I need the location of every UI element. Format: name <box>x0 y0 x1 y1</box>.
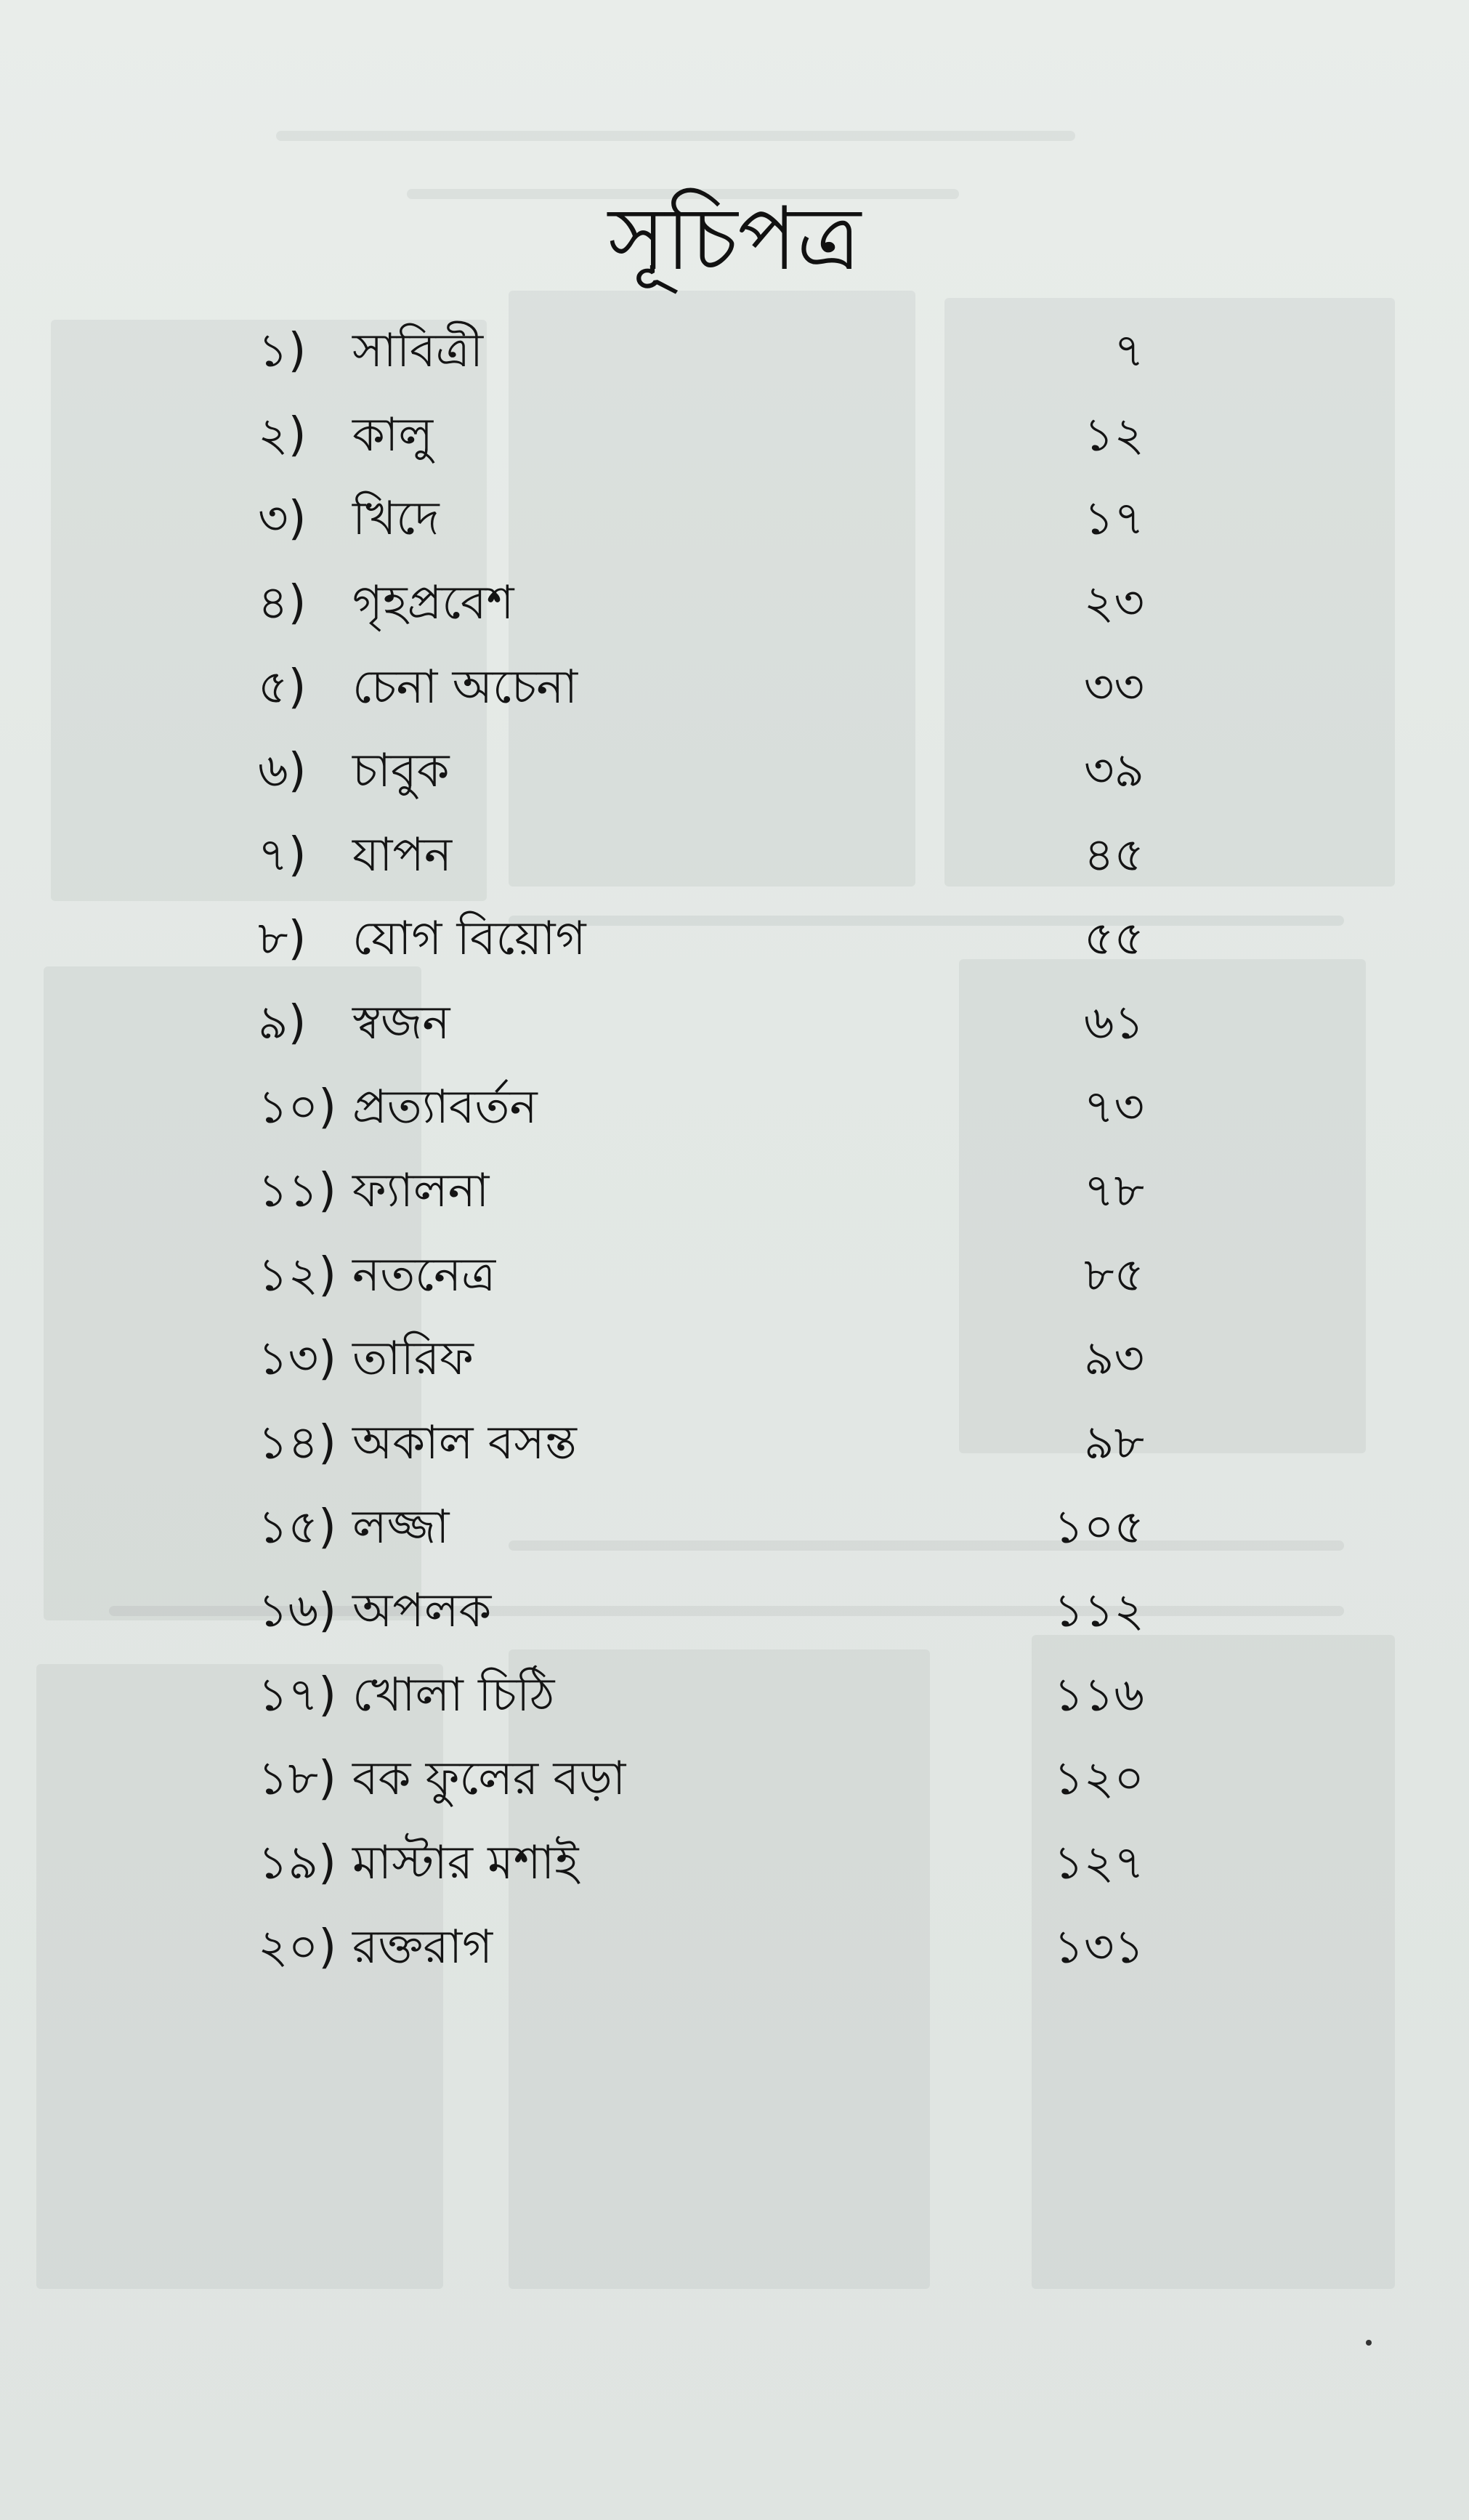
toc-entry-number: ৩) <box>258 492 307 546</box>
toc-entry-number: ১৪) <box>258 1416 337 1471</box>
toc-entry-number: ১৫) <box>258 1500 337 1554</box>
toc-entry-number: ১৩) <box>258 1332 337 1386</box>
paper-speck <box>1366 2340 1372 2346</box>
toc-entry-page-number: ৭ <box>1114 324 1144 379</box>
toc-entry <box>258 900 1144 985</box>
toc-entry-page-number: ১১২ <box>1053 1584 1144 1639</box>
toc-entry <box>258 565 1144 649</box>
toc-entry-page-number: ৯৮ <box>1083 1416 1144 1471</box>
toc-entry <box>258 1740 1144 1825</box>
table-of-contents <box>258 312 1144 1992</box>
toc-entry-page-number: ২৩ <box>1083 576 1144 631</box>
toc-entry-page-number: ৮৫ <box>1083 1248 1144 1302</box>
toc-entry-title: খিদে <box>352 492 440 546</box>
toc-entry-page-number: ৩৩ <box>1083 660 1144 714</box>
toc-entry-page-number: ৫৫ <box>1083 912 1144 966</box>
toc-entry-title: তারিফ <box>352 1332 474 1386</box>
toc-entry-page-number: ১২ <box>1083 408 1144 462</box>
toc-entry <box>258 1825 1144 1909</box>
toc-entry-number: ১৯) <box>258 1836 337 1890</box>
toc-entry-title: অপলক <box>352 1584 492 1639</box>
toc-entry-number: ১) <box>258 324 307 379</box>
toc-entry-title: স্বজন <box>352 996 450 1051</box>
toc-entry-page-number: ১১৬ <box>1053 1668 1144 1722</box>
toc-entry-title: রক্তরাগ <box>352 1920 493 1974</box>
toc-entry-title: কালু <box>352 408 434 462</box>
page-title: সূচিপত্র <box>608 189 861 291</box>
toc-entry-number: ২০) <box>258 1920 337 1974</box>
toc-entry-page-number: ৭৮ <box>1083 1164 1144 1219</box>
toc-entry-title: বক ফুলের বড়া <box>352 1752 626 1806</box>
toc-entry-number: ৪) <box>258 576 307 631</box>
toc-entry <box>258 1572 1144 1657</box>
toc-entry-number: ৯) <box>258 996 307 1051</box>
toc-entry-title: যাপন <box>352 828 453 882</box>
toc-entry <box>258 397 1144 481</box>
toc-entry-title: লজ্জা <box>352 1500 450 1554</box>
toc-entry-title: গৃহপ্রবেশ <box>352 576 514 631</box>
toc-entry-page-number: ৭৩ <box>1083 1080 1144 1134</box>
toc-entry-number: ১৮) <box>258 1752 337 1806</box>
toc-entry <box>258 1152 1144 1237</box>
toc-entry <box>258 1237 1144 1321</box>
toc-entry-page-number: ৬১ <box>1083 996 1144 1051</box>
toc-entry-title: ফ্যালনা <box>352 1164 490 1219</box>
show-through-text-line <box>276 131 1075 141</box>
toc-entry-page-number: ৯৩ <box>1083 1332 1144 1386</box>
toc-entry <box>258 1908 1144 1992</box>
toc-entry-title: নতনেত্র <box>352 1248 496 1302</box>
toc-entry-page-number: ১২৭ <box>1053 1836 1144 1890</box>
toc-entry-number: ২) <box>258 408 307 462</box>
toc-entry-number: ১১) <box>258 1164 337 1219</box>
toc-entry <box>258 732 1144 817</box>
toc-entry-number: ৭) <box>258 828 307 882</box>
toc-entry-title: চেনা অচেনা <box>352 660 578 714</box>
toc-entry-number: ১৬) <box>258 1584 337 1639</box>
toc-entry <box>258 1405 1144 1489</box>
toc-entry-number: ৫) <box>258 660 307 714</box>
toc-entry-title: চাবুক <box>352 744 450 799</box>
toc-entry-title: খোলা চিঠি <box>352 1668 555 1722</box>
toc-entry-page-number: ৩৯ <box>1083 744 1144 799</box>
toc-entry <box>258 1068 1144 1152</box>
toc-entry <box>258 817 1144 901</box>
toc-entry-number: ১৭) <box>258 1668 337 1722</box>
toc-entry-number: ৬) <box>258 744 307 799</box>
toc-entry <box>258 1488 1144 1572</box>
toc-entry-title: মাস্টার মশাই <box>352 1836 579 1890</box>
toc-entry-page-number: ৪৫ <box>1083 828 1144 882</box>
toc-entry-number: ১০) <box>258 1080 337 1134</box>
toc-entry-page-number: ১৭ <box>1083 492 1144 546</box>
toc-entry-page-number: ১৩১ <box>1053 1920 1144 1974</box>
toc-entry-page-number: ১২০ <box>1053 1752 1144 1806</box>
toc-entry-number: ১২) <box>258 1248 337 1302</box>
toc-entry-title: যোগ বিয়োগ <box>352 912 586 966</box>
toc-entry <box>258 1320 1144 1405</box>
toc-entry <box>258 312 1144 397</box>
toc-entry-page-number: ১০৫ <box>1053 1500 1144 1554</box>
toc-entry-title: সাবিত্রী <box>352 324 484 379</box>
toc-entry <box>258 648 1144 732</box>
toc-entry-number: ৮) <box>258 912 307 966</box>
toc-entry <box>258 480 1144 565</box>
toc-entry-title: অকাল বসন্ত <box>352 1416 577 1471</box>
toc-entry-title: প্রত্যাবর্তন <box>352 1080 538 1134</box>
toc-entry <box>258 985 1144 1069</box>
toc-entry <box>258 1657 1144 1741</box>
